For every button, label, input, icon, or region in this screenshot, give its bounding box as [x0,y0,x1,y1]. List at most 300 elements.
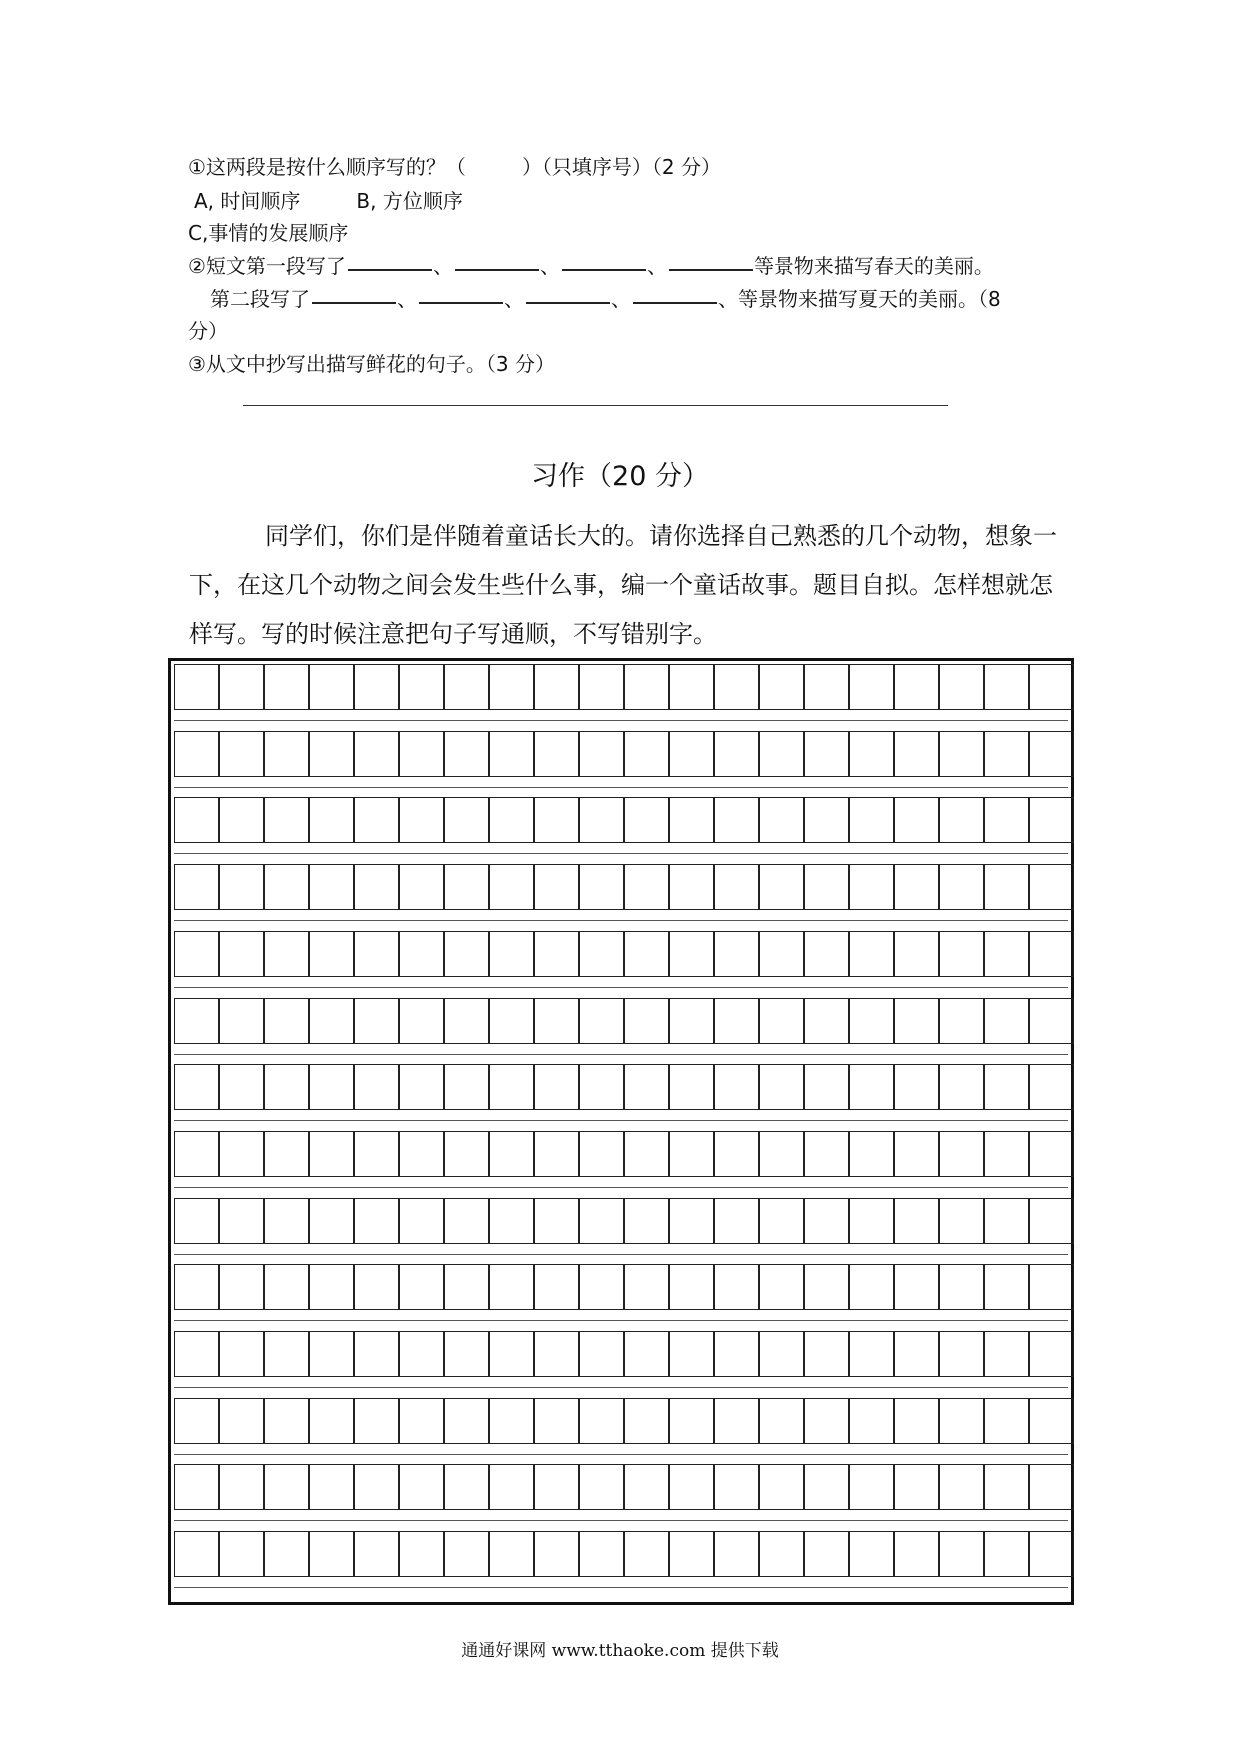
grid-cell[interactable] [354,797,399,843]
grid-cell[interactable] [399,998,444,1044]
grid-cell[interactable] [849,1464,894,1510]
grid-cell[interactable] [489,998,534,1044]
grid-cell[interactable] [174,731,219,777]
grid-cell[interactable] [894,864,939,910]
grid-cell[interactable] [759,1131,804,1177]
grid-cell[interactable] [804,1264,849,1310]
grid-cell[interactable] [219,931,264,977]
grid-cell[interactable] [399,1531,444,1577]
grid-cell[interactable] [444,931,489,977]
grid-cell[interactable] [669,1531,714,1577]
grid-cell[interactable] [1029,1398,1074,1444]
grid-cell[interactable] [714,1198,759,1244]
grid-cell[interactable] [1029,1264,1074,1310]
grid-cell[interactable] [309,664,354,710]
grid-cell[interactable] [219,1531,264,1577]
grid-cell[interactable] [219,731,264,777]
grid-cell[interactable] [714,664,759,710]
grid-cell[interactable] [759,998,804,1044]
grid-cell[interactable] [1029,664,1074,710]
grid-cell[interactable] [849,1131,894,1177]
grid-cell[interactable] [399,797,444,843]
grid-cell[interactable] [939,1131,984,1177]
grid-cell[interactable] [174,1398,219,1444]
grid-cell[interactable] [1029,864,1074,910]
grid-cell[interactable] [354,864,399,910]
grid-cell[interactable] [579,1398,624,1444]
grid-cell[interactable] [624,731,669,777]
grid-cell[interactable] [579,731,624,777]
grid-cell[interactable] [444,1331,489,1377]
grid-cell[interactable] [939,1331,984,1377]
grid-cell[interactable] [174,1331,219,1377]
grid-cell[interactable] [759,1331,804,1377]
grid-cell[interactable] [489,1464,534,1510]
grid-cell[interactable] [264,1398,309,1444]
grid-cell[interactable] [174,797,219,843]
answer-blank[interactable] [526,302,610,304]
grid-rule [174,1054,1068,1055]
grid-cell[interactable] [849,1531,894,1577]
grid-cell[interactable] [759,1064,804,1110]
grid-cell[interactable] [444,664,489,710]
grid-cell[interactable] [264,931,309,977]
grid-cell[interactable] [534,1064,579,1110]
grid-cell[interactable] [804,1464,849,1510]
grid-cell[interactable] [264,1531,309,1577]
grid-cell[interactable] [939,1398,984,1444]
grid-cell[interactable] [534,664,579,710]
grid-cell[interactable] [894,1464,939,1510]
answer-blank[interactable] [633,302,717,304]
grid-cell[interactable] [939,864,984,910]
grid-cell[interactable] [534,1531,579,1577]
grid-cell[interactable] [399,1198,444,1244]
answer-blank[interactable] [419,302,503,304]
grid-cell[interactable] [444,1398,489,1444]
grid-cell[interactable] [309,998,354,1044]
grid-cell[interactable] [534,797,579,843]
grid-cell[interactable] [444,1531,489,1577]
grid-cell[interactable] [219,864,264,910]
grid-cell[interactable] [984,931,1029,977]
grid-cell[interactable] [174,931,219,977]
grid-cell[interactable] [579,1198,624,1244]
grid-cell[interactable] [804,1131,849,1177]
grid-cell[interactable] [354,1398,399,1444]
grid-cell[interactable] [264,731,309,777]
grid-cell[interactable] [309,931,354,977]
grid-cell[interactable] [399,1264,444,1310]
grid-cell[interactable] [444,797,489,843]
grid-cell[interactable] [489,731,534,777]
grid-cell[interactable] [534,731,579,777]
grid-cell[interactable] [984,1264,1029,1310]
grid-cell[interactable] [264,1064,309,1110]
grid-cell[interactable] [669,998,714,1044]
grid-rule [174,1587,1068,1588]
grid-cell[interactable] [984,1131,1029,1177]
grid-cell[interactable] [534,1264,579,1310]
grid-cell[interactable] [489,1264,534,1310]
grid-cell[interactable] [669,1398,714,1444]
grid-cell[interactable] [759,931,804,977]
grid-cell[interactable] [849,1331,894,1377]
grid-cell[interactable] [849,864,894,910]
grid-cell[interactable] [984,1531,1029,1577]
grid-cell[interactable] [534,864,579,910]
grid-cell[interactable] [219,1398,264,1444]
grid-cell[interactable] [714,931,759,977]
grid-cell[interactable] [534,998,579,1044]
grid-cell[interactable] [309,1531,354,1577]
grid-cell[interactable] [804,731,849,777]
grid-cell[interactable] [309,797,354,843]
grid-cell[interactable] [714,998,759,1044]
grid-cell[interactable] [444,1464,489,1510]
grid-cell[interactable] [579,1464,624,1510]
grid-cell[interactable] [894,1331,939,1377]
grid-cell[interactable] [849,1398,894,1444]
grid-cell[interactable] [894,664,939,710]
grid-cell[interactable] [489,1398,534,1444]
grid-cell[interactable] [714,1398,759,1444]
grid-cell[interactable] [354,998,399,1044]
grid-cell[interactable] [849,931,894,977]
grid-cell[interactable] [399,1064,444,1110]
grid-cell[interactable] [444,1131,489,1177]
grid-cell[interactable] [1029,1464,1074,1510]
grid-cell[interactable] [309,1398,354,1444]
grid-row [174,998,1068,1044]
grid-cell[interactable] [1029,731,1074,777]
grid-cell[interactable] [849,998,894,1044]
grid-cell[interactable] [399,1464,444,1510]
grid-cell[interactable] [714,1131,759,1177]
grid-cell[interactable] [534,1464,579,1510]
grid-cell[interactable] [804,664,849,710]
grid-cell[interactable] [444,731,489,777]
grid-cell[interactable] [669,664,714,710]
grid-cell[interactable] [984,664,1029,710]
grid-cell[interactable] [1029,998,1074,1044]
grid-cell[interactable] [534,1398,579,1444]
grid-cell[interactable] [669,1331,714,1377]
grid-cell[interactable] [759,797,804,843]
grid-cell[interactable] [624,1264,669,1310]
grid-cell[interactable] [219,998,264,1044]
grid-cell[interactable] [219,1198,264,1244]
grid-cell[interactable] [804,797,849,843]
grid-cell[interactable] [849,1198,894,1244]
grid-cell[interactable] [984,1198,1029,1244]
grid-cell[interactable] [624,797,669,843]
grid-cell[interactable] [984,1464,1029,1510]
grid-cell[interactable] [669,1464,714,1510]
grid-cell[interactable] [669,931,714,977]
grid-cell[interactable] [579,1531,624,1577]
grid-cell[interactable] [174,1064,219,1110]
grid-cell[interactable] [264,864,309,910]
grid-cell[interactable] [984,1398,1029,1444]
grid-cell[interactable] [894,1131,939,1177]
grid-cell[interactable] [714,864,759,910]
grid-cell[interactable] [984,797,1029,843]
grid-cell[interactable] [354,1331,399,1377]
grid-rule [174,1320,1068,1321]
grid-cell[interactable] [489,1198,534,1244]
grid-cell[interactable] [399,1398,444,1444]
grid-cell[interactable] [579,1264,624,1310]
grid-cell[interactable] [939,1064,984,1110]
grid-cell[interactable] [219,1064,264,1110]
grid-cell[interactable] [264,998,309,1044]
grid-cell[interactable] [624,998,669,1044]
grid-cell[interactable] [354,1264,399,1310]
grid-cell[interactable] [714,1531,759,1577]
grid-cell[interactable] [489,664,534,710]
grid-cell[interactable] [984,1331,1029,1377]
grid-cell[interactable] [354,931,399,977]
grid-cell[interactable] [849,731,894,777]
grid-cell[interactable] [939,998,984,1044]
grid-cell[interactable] [759,1398,804,1444]
grid-cell[interactable] [579,1131,624,1177]
answer-blank[interactable] [562,269,646,271]
grid-cell[interactable] [579,1331,624,1377]
grid-cell[interactable] [354,664,399,710]
grid-cell[interactable] [534,1331,579,1377]
grid-cell[interactable] [399,1331,444,1377]
grid-cell[interactable] [624,1531,669,1577]
grid-cell[interactable] [399,731,444,777]
writing-grid[interactable] [168,658,1074,1605]
grid-cell[interactable] [669,1064,714,1110]
grid-cell[interactable] [714,1064,759,1110]
grid-cell[interactable] [489,931,534,977]
grid-cell[interactable] [849,664,894,710]
grid-row [174,931,1068,977]
grid-cell[interactable] [1029,1531,1074,1577]
grid-cell[interactable] [264,1131,309,1177]
grid-cell[interactable] [579,864,624,910]
grid-cell[interactable] [894,998,939,1044]
grid-cell[interactable] [444,998,489,1044]
grid-cell[interactable] [984,1064,1029,1110]
grid-cell[interactable] [264,797,309,843]
grid-cell[interactable] [894,797,939,843]
grid-cell[interactable] [444,1198,489,1244]
grid-cell[interactable] [399,1131,444,1177]
grid-cell[interactable] [714,1331,759,1377]
grid-cell[interactable] [354,1464,399,1510]
grid-cell[interactable] [444,1264,489,1310]
grid-cell[interactable] [444,1064,489,1110]
grid-cell[interactable] [1029,797,1074,843]
grid-cell[interactable] [309,1331,354,1377]
grid-cell[interactable] [894,1064,939,1110]
grid-row [174,1064,1068,1110]
grid-cell[interactable] [354,1131,399,1177]
grid-cell[interactable] [759,1198,804,1244]
grid-cell[interactable] [264,664,309,710]
grid-cell[interactable] [309,1464,354,1510]
grid-cell[interactable] [624,1331,669,1377]
grid-cell[interactable] [489,1131,534,1177]
grid-cell[interactable] [219,1331,264,1377]
grid-cell[interactable] [264,1331,309,1377]
grid-cell[interactable] [489,797,534,843]
grid-cell[interactable] [939,1264,984,1310]
grid-cell[interactable] [894,1531,939,1577]
grid-cell[interactable] [264,1264,309,1310]
grid-cell[interactable] [444,864,489,910]
grid-cell[interactable] [309,1264,354,1310]
grid-cell[interactable] [489,864,534,910]
grid-cell[interactable] [624,1131,669,1177]
grid-cell[interactable] [714,797,759,843]
grid-cell[interactable] [849,1064,894,1110]
grid-cell[interactable] [804,1531,849,1577]
grid-cell[interactable] [939,797,984,843]
grid-cell[interactable] [669,1198,714,1244]
grid-cell[interactable] [759,864,804,910]
grid-cell[interactable] [804,1331,849,1377]
grid-cell[interactable] [309,864,354,910]
answer-line[interactable] [243,405,948,406]
grid-cell[interactable] [309,1131,354,1177]
grid-cell[interactable] [1029,931,1074,977]
grid-cell[interactable] [759,1464,804,1510]
grid-cell[interactable] [534,931,579,977]
grid-row [174,1264,1068,1310]
grid-cell[interactable] [759,731,804,777]
answer-blank[interactable] [312,302,396,304]
grid-cell[interactable] [219,1131,264,1177]
grid-cell[interactable] [399,664,444,710]
grid-cell[interactable] [219,664,264,710]
grid-cell[interactable] [624,1198,669,1244]
grid-cell[interactable] [174,864,219,910]
grid-cell[interactable] [804,931,849,977]
question-3-text: ③从文中抄写出描写鲜花的句子。（3 分） [188,352,556,376]
grid-cell[interactable] [804,864,849,910]
grid-cell[interactable] [579,998,624,1044]
grid-cell[interactable] [894,1398,939,1444]
grid-cell[interactable] [489,1331,534,1377]
grid-cell[interactable] [309,1064,354,1110]
grid-cell[interactable] [1029,1198,1074,1244]
grid-cell[interactable] [624,1064,669,1110]
grid-cell[interactable] [714,1264,759,1310]
grid-cell[interactable] [174,998,219,1044]
grid-cell[interactable] [804,1064,849,1110]
grid-cell[interactable] [1029,1131,1074,1177]
grid-cell[interactable] [804,998,849,1044]
grid-cell[interactable] [849,797,894,843]
grid-cell[interactable] [939,931,984,977]
grid-cell[interactable] [534,1198,579,1244]
grid-cell[interactable] [624,664,669,710]
grid-cell[interactable] [489,1531,534,1577]
grid-cell[interactable] [759,1531,804,1577]
grid-cell[interactable] [984,864,1029,910]
grid-cell[interactable] [579,797,624,843]
grid-cell[interactable] [759,1264,804,1310]
grid-cell[interactable] [939,664,984,710]
grid-cell[interactable] [804,1398,849,1444]
grid-cell[interactable] [624,931,669,977]
grid-cell[interactable] [309,1198,354,1244]
answer-blank[interactable] [348,269,432,271]
grid-cell[interactable] [939,1531,984,1577]
grid-cell[interactable] [894,1264,939,1310]
grid-cell[interactable] [669,1264,714,1310]
grid-cell[interactable] [939,731,984,777]
grid-cell[interactable] [669,731,714,777]
grid-cell[interactable] [984,731,1029,777]
grid-cell[interactable] [534,1131,579,1177]
grid-cell[interactable] [264,1464,309,1510]
options-line-1 [194,189,463,213]
grid-cell[interactable] [669,864,714,910]
grid-cell[interactable] [804,1198,849,1244]
grid-cell[interactable] [579,664,624,710]
grid-cell[interactable] [174,664,219,710]
grid-cell[interactable] [579,931,624,977]
grid-cell[interactable] [894,931,939,977]
grid-cell[interactable] [984,998,1029,1044]
grid-cell[interactable] [354,1531,399,1577]
grid-cell[interactable] [309,731,354,777]
grid-cell[interactable] [894,1198,939,1244]
grid-cell[interactable] [894,731,939,777]
grid-cell[interactable] [219,1264,264,1310]
grid-cell[interactable] [624,864,669,910]
grid-cell[interactable] [759,664,804,710]
grid-cell[interactable] [399,864,444,910]
grid-cell[interactable] [579,1064,624,1110]
grid-cell[interactable] [354,1064,399,1110]
grid-cell[interactable] [174,1531,219,1577]
grid-cell[interactable] [714,731,759,777]
grid-cell[interactable] [399,931,444,977]
grid-cell[interactable] [174,1464,219,1510]
grid-cell[interactable] [489,1064,534,1110]
grid-cell[interactable] [174,1131,219,1177]
grid-cell[interactable] [219,1464,264,1510]
grid-cell[interactable] [939,1198,984,1244]
grid-cell[interactable] [174,1264,219,1310]
grid-cell[interactable] [1029,1064,1074,1110]
grid-cell[interactable] [624,1464,669,1510]
grid-cell[interactable] [264,1198,309,1244]
grid-cell[interactable] [354,1198,399,1244]
grid-cell[interactable] [219,797,264,843]
grid-cell[interactable] [624,1398,669,1444]
grid-cell[interactable] [939,1464,984,1510]
grid-cell[interactable] [849,1264,894,1310]
grid-row [174,1531,1068,1577]
grid-cell[interactable] [354,731,399,777]
answer-blank[interactable] [455,269,539,271]
answer-blank[interactable] [669,269,753,271]
grid-cell[interactable] [1029,1331,1074,1377]
grid-cell[interactable] [174,1198,219,1244]
grid-cell[interactable] [669,1131,714,1177]
grid-cell[interactable] [669,797,714,843]
grid-cell[interactable] [714,1464,759,1510]
